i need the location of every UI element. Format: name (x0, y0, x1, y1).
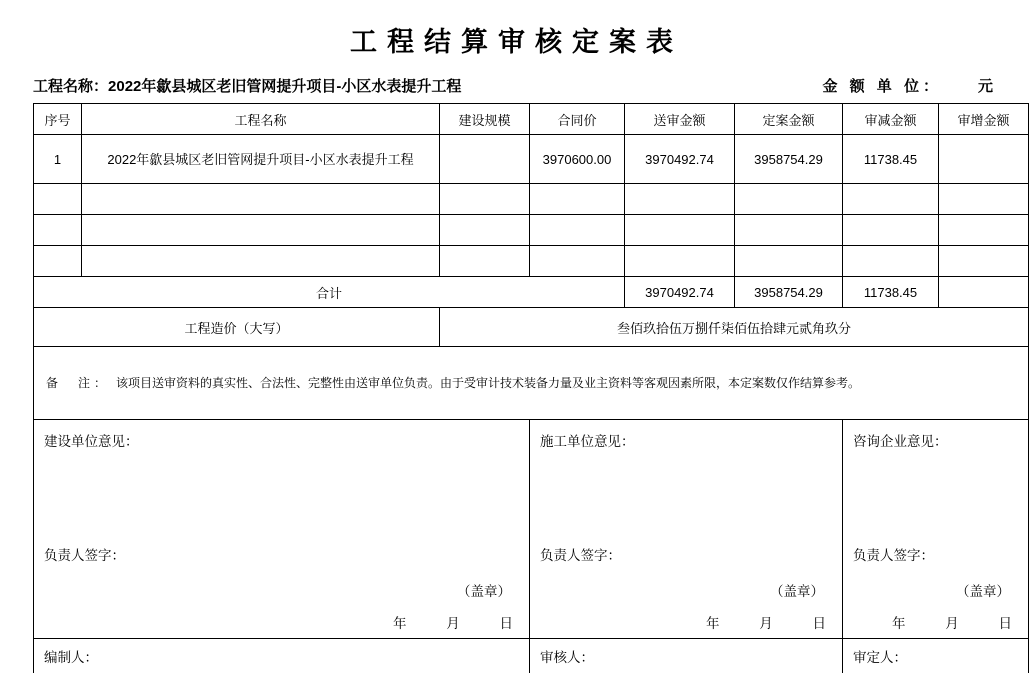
opinion-date-year: 年 (706, 616, 720, 631)
cell-submitted (625, 184, 735, 215)
cell-project-name (82, 184, 440, 215)
opinion-title: 咨询企业意见： (853, 430, 948, 450)
table-row (34, 135, 1029, 184)
table-row (34, 246, 1029, 277)
document-meta (33, 75, 1003, 97)
opinion-cell-consultant (843, 420, 1029, 639)
footer-preparer: 编制人： (34, 639, 530, 673)
opinion-date-day: 日 (500, 616, 514, 631)
header-seq: 序号 (34, 104, 82, 135)
cell-final: 3958754.29 (735, 135, 843, 184)
project-name-line (33, 75, 461, 96)
cell-scale (440, 184, 530, 215)
opinion-box (34, 420, 529, 638)
opinion-box (530, 420, 842, 638)
cell-project-name (82, 246, 440, 277)
amount-unit-line (822, 75, 993, 96)
header-contract: 合同价 (530, 104, 625, 135)
cell-submitted (625, 246, 735, 277)
opinion-cell-contractor (530, 420, 843, 639)
cell-final (735, 184, 843, 215)
cell-contract (530, 246, 625, 277)
opinion-title: 建设单位意见： (44, 430, 139, 450)
note-cell (34, 347, 1029, 420)
cell-submitted: 3970492.74 (625, 135, 735, 184)
header-increased: 审增金额 (939, 104, 1029, 135)
opinion-date-day: 日 (999, 616, 1013, 631)
note-text: 该项目送审资料的真实性、合法性、完整性由送审单位负责。由于受审计技术装备力量及业主资料等客观因素所限，本定案数仅作结算参考。 (116, 376, 860, 390)
opinion-seal-label: （盖章） (770, 580, 824, 600)
cell-increased (939, 215, 1029, 246)
cell-project-name: 2022年歙县城区老旧管网提升项目-小区水表提升工程 (82, 135, 440, 184)
cell-seq: 1 (34, 135, 82, 184)
header-reduced: 审减金额 (843, 104, 939, 135)
header-submitted: 送审金额 (625, 104, 735, 135)
total-submitted: 3970492.74 (625, 277, 735, 308)
opinion-date-day: 日 (813, 616, 827, 631)
page-title: 工程结算审核定案表 (0, 0, 1033, 59)
opinion-signature-label: 负责人签字： (44, 544, 125, 564)
note-row (34, 347, 1029, 420)
header-name: 工程名称 (82, 104, 440, 135)
cell-reduced (843, 246, 939, 277)
amount-unit-value: 元 (978, 78, 993, 95)
total-reduced: 11738.45 (843, 277, 939, 308)
opinion-signature-label: 负责人签字： (853, 544, 934, 564)
footer-reviewer: 审核人： (530, 639, 843, 673)
cell-contract: 3970600.00 (530, 135, 625, 184)
opinion-seal-label: （盖章） (457, 580, 511, 600)
total-label: 合计 (34, 277, 625, 308)
cell-submitted (625, 215, 735, 246)
cell-increased (939, 246, 1029, 277)
header-scale: 建设规模 (440, 104, 530, 135)
cell-final (735, 215, 843, 246)
total-final: 3958754.29 (735, 277, 843, 308)
total-increased (939, 277, 1029, 308)
cell-contract (530, 215, 625, 246)
note-label: 备 注： (46, 376, 110, 390)
table-row (34, 184, 1029, 215)
cell-reduced (843, 184, 939, 215)
opinion-date-year: 年 (393, 616, 407, 631)
header-final: 定案金额 (735, 104, 843, 135)
cell-scale (440, 135, 530, 184)
opinion-box (843, 420, 1028, 638)
opinion-date-month: 月 (945, 616, 959, 631)
cell-reduced (843, 215, 939, 246)
cell-contract (530, 184, 625, 215)
footer-row (34, 639, 1029, 673)
footer-approver: 审定人： (843, 639, 1029, 673)
price-in-words-row (34, 308, 1029, 347)
opinion-date-month: 月 (759, 616, 773, 631)
opinion-title: 施工单位意见： (540, 430, 635, 450)
cell-reduced: 11738.45 (843, 135, 939, 184)
opinion-date-year: 年 (892, 616, 906, 631)
price-in-words-value: 叁佰玖拾伍万捌仟柒佰伍拾肆元贰角玖分 (440, 308, 1029, 347)
cell-scale (440, 246, 530, 277)
opinion-cell-construction (34, 420, 530, 639)
opinions-row (34, 420, 1029, 639)
cell-seq (34, 215, 82, 246)
cell-scale (440, 215, 530, 246)
opinion-date-month: 月 (446, 616, 460, 631)
table-header-row (34, 104, 1029, 135)
opinion-seal-label: （盖章） (956, 580, 1010, 600)
opinion-signature-label: 负责人签字： (540, 544, 621, 564)
cell-final (735, 246, 843, 277)
cell-increased (939, 184, 1029, 215)
table-total-row (34, 277, 1029, 308)
project-name-value: 2022年歙县城区老旧管网提升项目-小区水表提升工程 (108, 78, 461, 95)
table-row (34, 215, 1029, 246)
opinion-date-line (357, 612, 513, 632)
price-in-words-label: 工程造价（大写） (34, 308, 440, 347)
project-name-label: 工程名称： (33, 78, 108, 95)
opinion-date-line (670, 612, 826, 632)
cell-increased (939, 135, 1029, 184)
cell-seq (34, 246, 82, 277)
opinion-date-line (856, 612, 1012, 632)
cell-project-name (82, 215, 440, 246)
amount-unit-label: 金 额 单 位： (822, 78, 942, 95)
settlement-table (33, 103, 1029, 673)
cell-seq (34, 184, 82, 215)
